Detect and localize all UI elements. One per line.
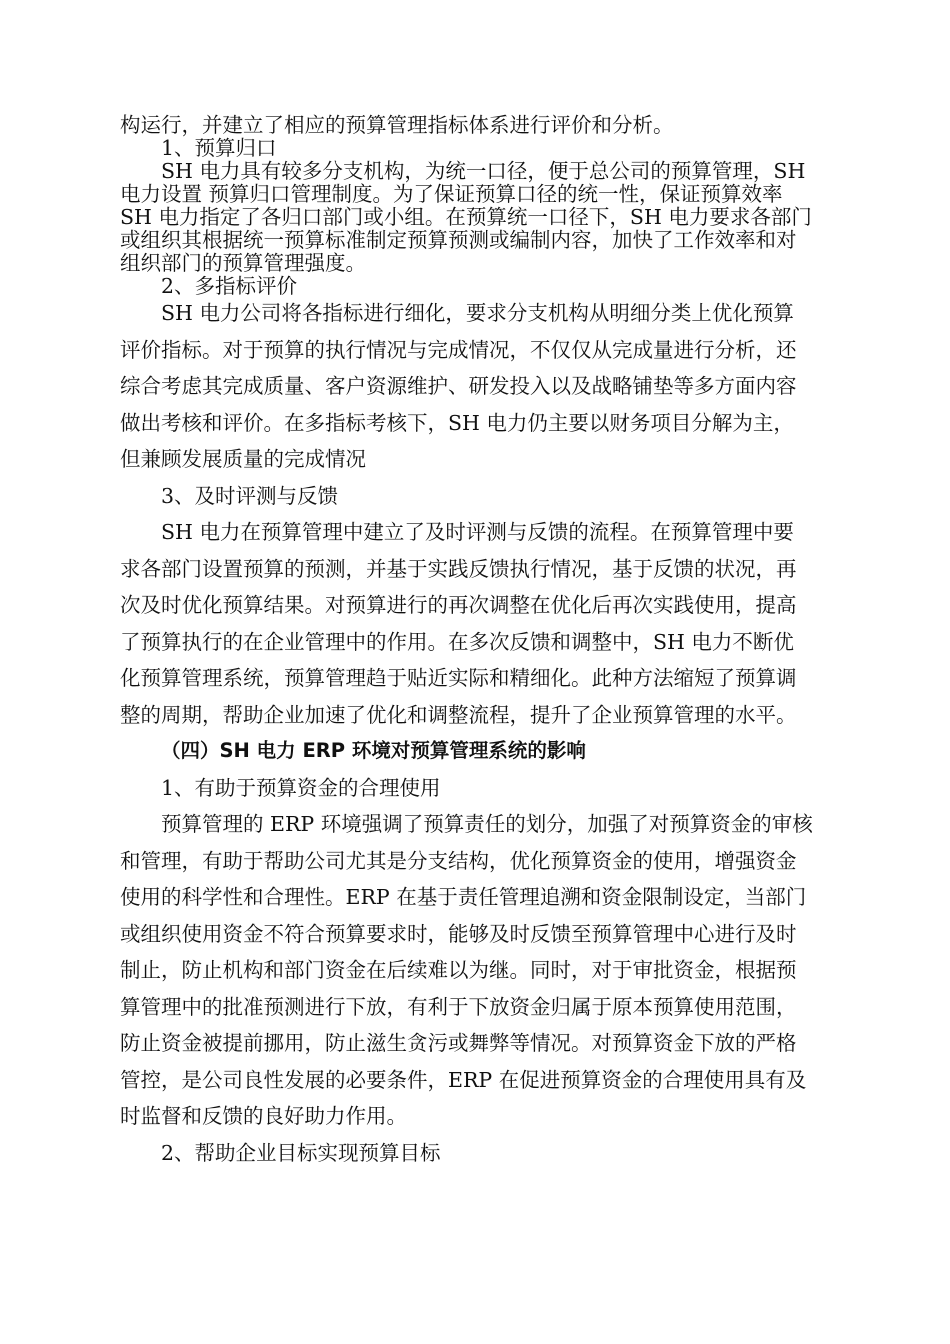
subheading-timely-feedback: 3、及时评测与反馈 <box>161 483 339 508</box>
paragraph-line: SH 电力指定了各归口部门或小组。在预算统一口径下，SH 电力要求各部门 <box>120 205 812 229</box>
paragraph-line: 制止，防止机构和部门资金在后续难以为继。同时，对于审批资金，根据预 <box>120 958 797 982</box>
paragraph-line: 或组织使用资金不符合预算要求时，能够及时反馈至预算管理中心进行及时 <box>120 921 797 946</box>
paragraph-line: 管控，是公司良性发展的必要条件，ERP 在促进预算资金的合理使用具有及 <box>120 1067 807 1092</box>
paragraph-line: SH 电力具有较多分支机构，为统一口径，便于总公司的预算管理，SH <box>161 159 806 183</box>
paragraph-line: 预算管理的 ERP 环境强调了预算责任的划分，加强了对预算资金的审核 <box>161 812 813 836</box>
paragraph-line: 化预算管理系统，预算管理趋于贴近实际和精细化。此种方法缩短了预算调 <box>120 666 797 690</box>
subheading-budget-goal: 2、帮助企业目标实现预算目标 <box>161 1140 441 1165</box>
paragraph-line: 构运行，并建立了相应的预算管理指标体系进行评价和分析。 <box>120 113 674 137</box>
paragraph-line: 做出考核和评价。在多指标考核下，SH 电力仍主要以财务项目分解为主， <box>120 410 794 435</box>
paragraph-line: 电力设置 预算归口管理制度。为了保证预算口径的统一性，保证预算效率 <box>120 182 783 206</box>
paragraph-line: 时监督和反馈的良好助力作用。 <box>120 1104 407 1128</box>
paragraph-line: SH 电力公司将各指标进行细化，要求分支机构从明细分类上优化预算 <box>161 301 794 325</box>
subheading-rational-use: 1、有助于预算资金的合理使用 <box>161 775 441 800</box>
paragraph-line: 但兼顾发展质量的完成情况 <box>120 447 366 471</box>
paragraph-line: 整的周期，帮助企业加速了优化和调整流程，提升了企业预算管理的水平。 <box>120 702 797 727</box>
paragraph-line: 和管理，有助于帮助公司尤其是分支结构，优化预算资金的使用，增强资金 <box>120 848 797 873</box>
paragraph-line: 组织部门的预算管理强度。 <box>120 251 366 275</box>
paragraph-line: 综合考虑其完成质量、客户资源维护、研发投入以及战略铺垫等多方面内容 <box>120 374 797 398</box>
paragraph-line: 评价指标。对于预算的执行情况与完成情况，不仅仅从完成量进行分析，还 <box>120 337 797 362</box>
paragraph-line: SH 电力在预算管理中建立了及时评测与反馈的流程。在预算管理中要 <box>161 520 794 544</box>
paragraph-line: 使用的科学性和合理性。ERP 在基于责任管理追溯和资金限制设定，当部门 <box>120 885 807 909</box>
paragraph-line: 了预算执行的在企业管理中的作用。在多次反馈和调整中，SH 电力不断优 <box>120 629 794 654</box>
subheading-multi-indicator: 2、多指标评价 <box>161 274 298 298</box>
section-heading-erp-impact: （四）SH 电力 ERP 环境对预算管理系统的影响 <box>161 739 586 762</box>
paragraph-line: 算管理中的批准预测进行下放，有利于下放资金归属于原本预算使用范围， <box>120 994 797 1019</box>
paragraph-line: 或组织其根据统一预算标准制定预算预测或编制内容，加快了工作效率和对 <box>120 228 797 252</box>
subheading-budget-centralization: 1、预算归口 <box>161 136 277 160</box>
document-page <box>120 113 865 1177</box>
paragraph-line: 求各部门设置预算的预测，并基于实践反馈执行情况，基于反馈的状况，再 <box>120 556 797 581</box>
paragraph-line: 防止资金被提前挪用，防止滋生贪污或舞弊等情况。对预算资金下放的严格 <box>120 1031 797 1055</box>
paragraph-line: 次及时优化预算结果。对预算进行的再次调整在优化后再次实践使用，提高 <box>120 593 797 617</box>
